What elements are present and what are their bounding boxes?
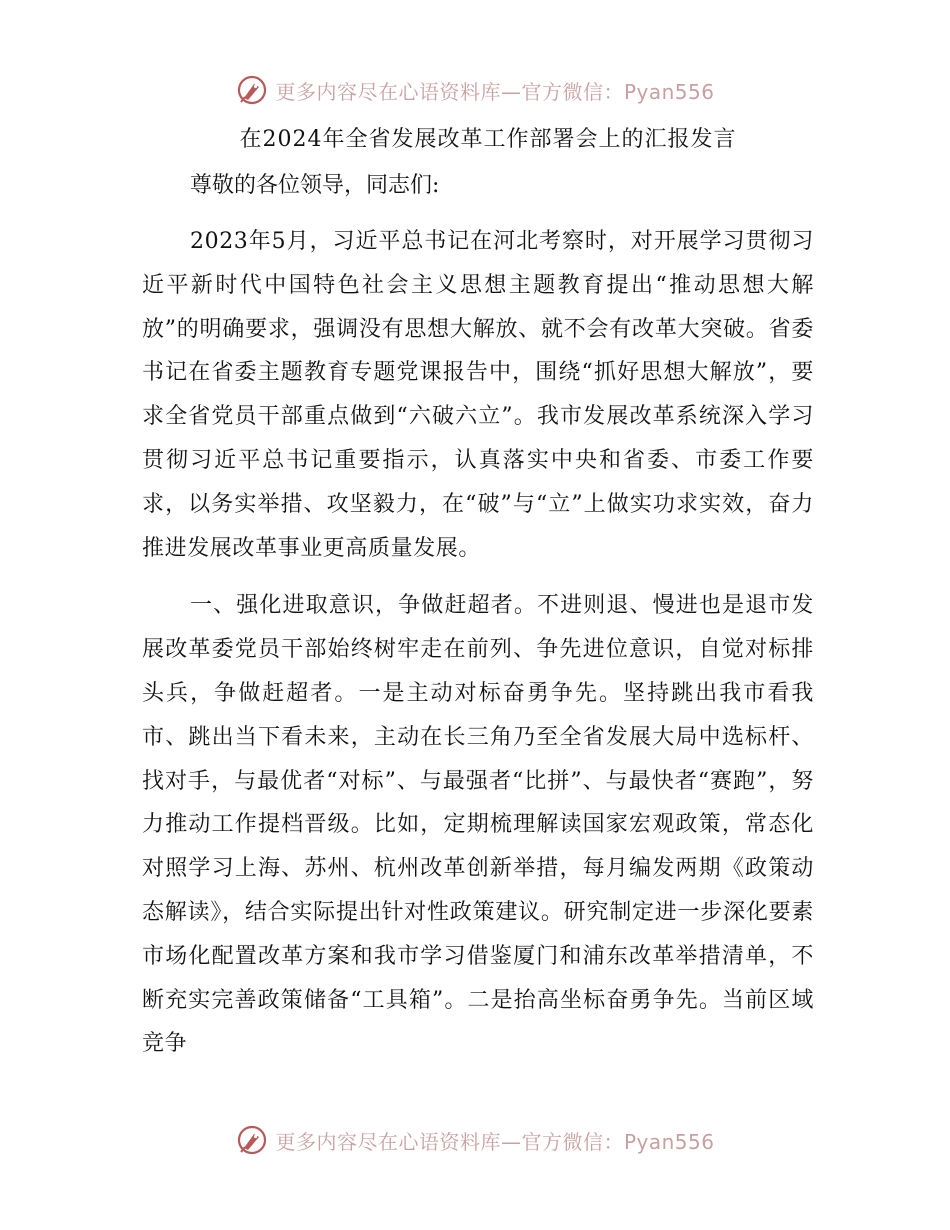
watermark-group: [235, 73, 714, 107]
paragraph: 一、强化进取意识，争做赶超者。不进则退、慢进也是退市发展改革委党员干部始终树牢走在前列、争先进位意识，自觉对标排头兵，争做赶超者。一是主动对标奋勇争先。坚持跳出我市看我市、跳出当下看未来，主动在长三角乃至全省发展大局中选标杆、找对手，与最优者“对标”、与最强者“比拼”、与最快者“赛跑”，努力推动工作提档晋级。比如，定期梳理解读国家宏观政策，常态化对照学习上海、苏州、杭州改革创新举措，每月编发两期《政策动态解读》，结合实际提出针对性政策建议。研究制定进一步深化要素市场化配置改革方案和我市学习借鉴厦门和浦东改革举措清单，不断充实完善政策储备“工具箱”。二是抬高坐标奋勇争先。当前区域竞争: [142, 593, 814, 1057]
pen-nib-circle-icon: [235, 1123, 269, 1157]
watermark-footer: [0, 1120, 950, 1160]
document-body: [142, 120, 814, 1066]
pen-nib-circle-icon: [235, 73, 269, 107]
salutation: 尊敬的各位领导，同志们:: [190, 173, 440, 198]
watermark-text: 更多内容尽在心语资料库—官方微信：Pyan556: [275, 79, 715, 104]
paragraph: 2023年5月，习近平总书记在河北考察时，对开展学习贯彻习近平新时代中国特色社会主义思想主题教育提出“推动思想大解放”的明确要求，强调没有思想大解放、就不会有改革大突破。省委书记在省委主题教育专题党课报告中，围绕“抓好思想大解放”，要求全省党员干部重点做到“六破六立”。我市发展改革系统深入学习贯彻习近平总书记重要指示，认真落实中央和省委、市委工作要求，以务实举措、攻坚毅力，在“破”与“立”上做实功求实效，奋力推进发展改革事业更高质量发展。: [142, 229, 814, 561]
watermark-header: [0, 70, 950, 110]
document-title: 在2024年全省发展改革工作部署会上的汇报发言: [239, 127, 737, 152]
watermark-group: [235, 1123, 714, 1157]
watermark-text: 更多内容尽在心语资料库—官方微信：Pyan556: [275, 1129, 715, 1154]
